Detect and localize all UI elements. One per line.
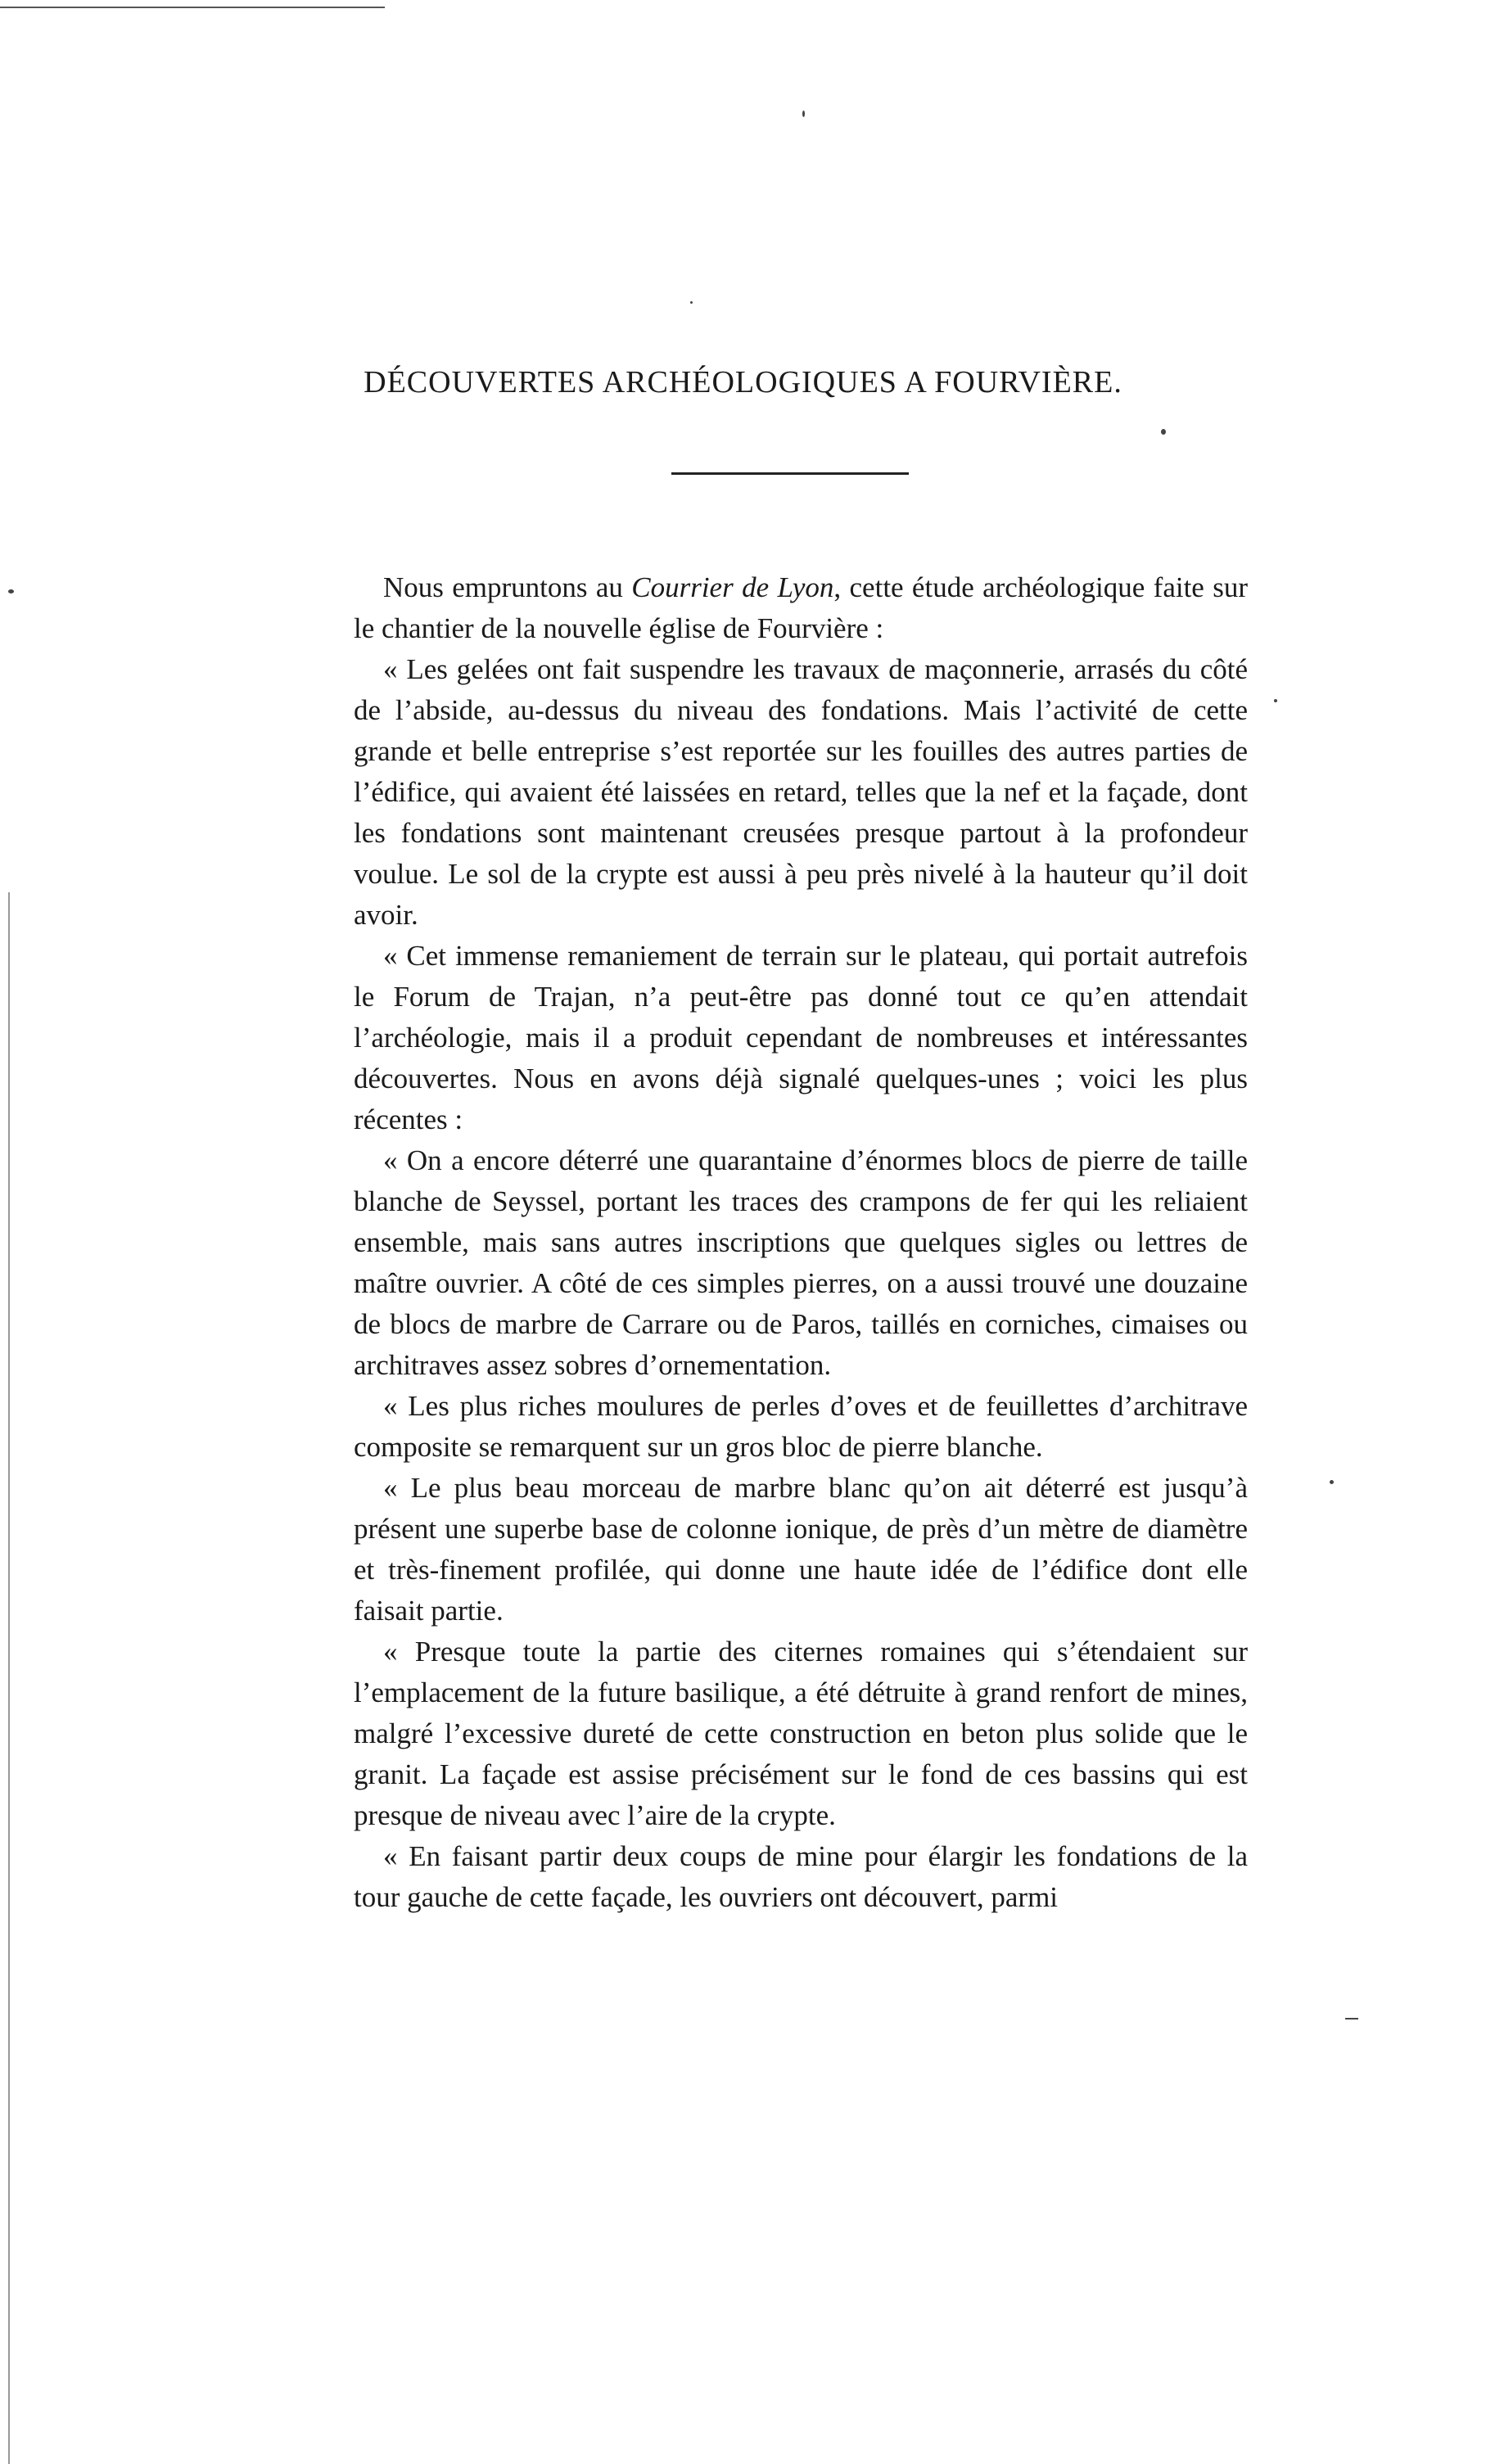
left-scan-edge [8,892,10,2464]
scan-speck [1330,1480,1334,1484]
paragraph: « Presque toute la partie des citernes romaines qui s’étendaient sur l’emplacement de la future basilique, a été détruite à grand renfort de mines, malgré l’excessive dureté de cette construction en beton plus solide que le granit. La façade est assise précisément sur le fond de ces bassins qui est presque de niveau avec l’aire de la crypte. [354,1636,1248,1831]
paragraph: « Cet immense remaniement de terrain sur le plateau, qui portait autrefois le Forum de Trajan, n’a peut-être pas donné tout ce qu’en attendait l’archéologie, mais il a produit cependant de nombreuses et intéressantes découvertes. Nous en avons déjà signalé quelques-unes ; voici les plus récentes : [354,940,1248,1135]
scan-speck [802,111,805,117]
intro-text-end: , cette étude archéologique faite sur le chantier de la nouvelle église de Fourvière : [354,571,1248,644]
scan-speck [1161,429,1166,435]
scan-speck [1345,2018,1358,2019]
scan-speck [8,589,14,593]
title-divider [671,472,909,475]
paragraph: « En faisant partir deux coups de mine pour élargir les fondations de la tour gauche de cette façade, les ouvriers ont découvert, parmi [354,1840,1248,1913]
paragraph: « Les gelées ont fait suspendre les travaux de maçonnerie, arrasés du côté de l’abside, au-dessus du niveau des fondations. Mais l’activité de cette grande et belle entreprise s’est reportée sur les fouilles des autres parties de l’édifice, qui avaient été laissées en retard, telles que la nef et la façade, dont les fondations sont maintenant creusées presque partout à la profondeur voulue. Le sol de la crypte est aussi à peu près nivelé à la hauteur qu’il doit avoir. [354,653,1248,931]
source-title: Courrier de Lyon [631,571,834,603]
page-title: DÉCOUVERTES ARCHÉOLOGIQUES A FOURVIÈRE. [364,365,1122,399]
paragraph: « Les plus riches moulures de perles d’oves et de feuillettes d’architrave composite se remarquent sur un gros bloc de pierre blanche. [354,1390,1248,1463]
intro-paragraph [354,567,1248,649]
paragraph: « On a encore déterré une quarantaine d’énormes blocs de pierre de taille blanche de Seyssel, portant les traces des crampons de fer qui les reliaient ensemble, mais sans autres inscriptions que quelques sigles ou lettres de maître ouvrier. A côté de ces simples pierres, on a aussi trouvé une douzaine de blocs de marbre de Carrare ou de Paros, taillés en corniches, cimaises ou architraves assez sobres d’ornementation. [354,1144,1248,1381]
top-scan-rule [0,7,385,8]
article-body [354,567,1248,1918]
scan-speck [1274,699,1277,702]
intro-text-start: Nous empruntons au [383,571,632,603]
paragraph: « Le plus beau morceau de marbre blanc qu’on ait déterré est jusqu’à présent une superbe base de colonne ionique, de près d’un mètre de diamètre et très-finement profilée, qui donne une haute idée de l’édifice dont elle faisait partie. [354,1472,1248,1627]
scan-speck [690,301,693,304]
